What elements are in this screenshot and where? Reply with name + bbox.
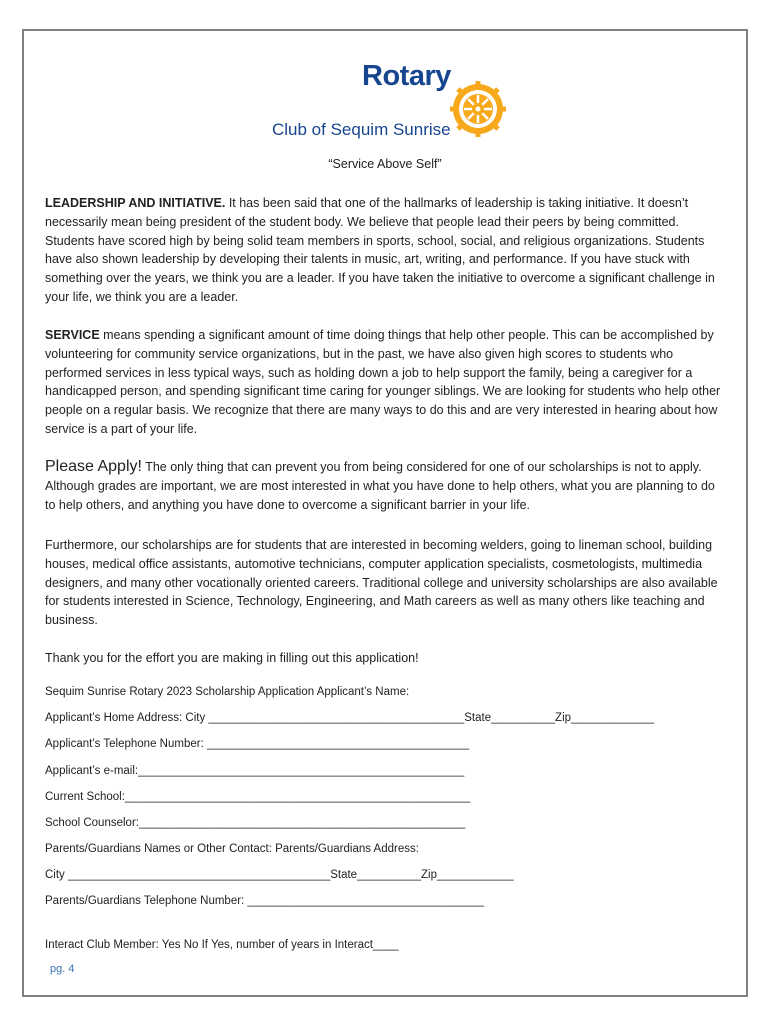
service-paragraph <box>45 326 727 439</box>
parents-phone-field: Parents/Guardians Telephone Number: _____________________________________ <box>45 895 485 907</box>
counselor-field: School Counselor:___________________________________________________ <box>45 817 466 829</box>
parents-names-field: Parents/Guardians Names or Other Contact: Parents/Guardians Address: <box>45 843 419 855</box>
parents-city-field: City _________________________________________State__________Zip____________ <box>45 869 514 881</box>
telephone-field: Applicant’s Telephone Number: _________________________________________ <box>45 738 470 750</box>
motto: “Service Above Self” <box>328 157 442 171</box>
school-field: Current School:______________________________________________________ <box>45 791 471 803</box>
apply-paragraph <box>45 458 727 514</box>
service-heading: SERVICE <box>45 328 100 342</box>
rotary-logo <box>250 50 490 150</box>
home-address-field: Applicant’s Home Address: City ________________________________________State__________Zip_____________ <box>45 712 655 724</box>
service-body: means spending a significant amount of time doing things that help other people. This can be accomplished by volunteering for community service organizations, but in the past, we have also given high scores to students who performed services in less typical ways, such as holding down a job to help support the family, being a caregiver for a handicapped person, and spending significant time caring for younger siblings. We are looking for students who help other people on a regular basis. We recognize that there are many ways to do this and are very interested in hearing about how service is a part of your life. <box>45 328 721 436</box>
furthermore-paragraph: Furthermore, our scholarships are for students that are interested in becoming welders, going to lineman school, building houses, medical office assistants, automotive technicians, computer application specialists, cosmetologists, multimedia designers, and many other vocationally oriented careers. Traditional college and university scholarships are also available for students interested in Science, Technology, Engineering, and Math careers as well as many others like teaching and business. <box>45 538 718 628</box>
logo-wordmark: Rotary <box>362 60 451 92</box>
email-field: Applicant’s e-mail:___________________________________________________ <box>45 765 465 777</box>
leadership-paragraph <box>45 194 727 307</box>
leadership-heading: LEADERSHIP AND INITIATIVE. <box>45 196 226 210</box>
rotary-wheel-icon <box>450 81 506 137</box>
form-title: Sequim Sunrise Rotary 2023 Scholarship Application Applicant’s Name: <box>45 686 410 698</box>
logo-club-name: Club of Sequim Sunrise <box>272 120 451 139</box>
apply-heading: Please Apply! <box>45 458 142 475</box>
interact-field: Interact Club Member: Yes No If Yes, number of years in Interact____ <box>45 939 399 951</box>
leadership-body: It has been said that one of the hallmarks of leadership is taking initiative. It doesn’t necessarily mean being president of the student body. We believe that people lead their peers by being committed. Students have scored high by being solid team members in sports, school, social, and religious organizations. Students have also shown leadership by developing their talents in music, art, writing, and performance. If you have stuck with something over the years, we think you are a leader. If you have taken the initiative to overcome a significant challenge in your life, we think you are a leader. <box>45 196 715 304</box>
thanks-paragraph: Thank you for the effort you are making in filling out this application! <box>45 651 419 665</box>
page-number: pg. 4 <box>50 963 75 975</box>
apply-body: The only thing that can prevent you from being considered for one of our scholarships is not to apply. Although grades are important, we are most interested in what you have done to help others, what you are planning to do to help others, and anything you have done to overcome a significant barrier in your life. <box>45 460 715 512</box>
